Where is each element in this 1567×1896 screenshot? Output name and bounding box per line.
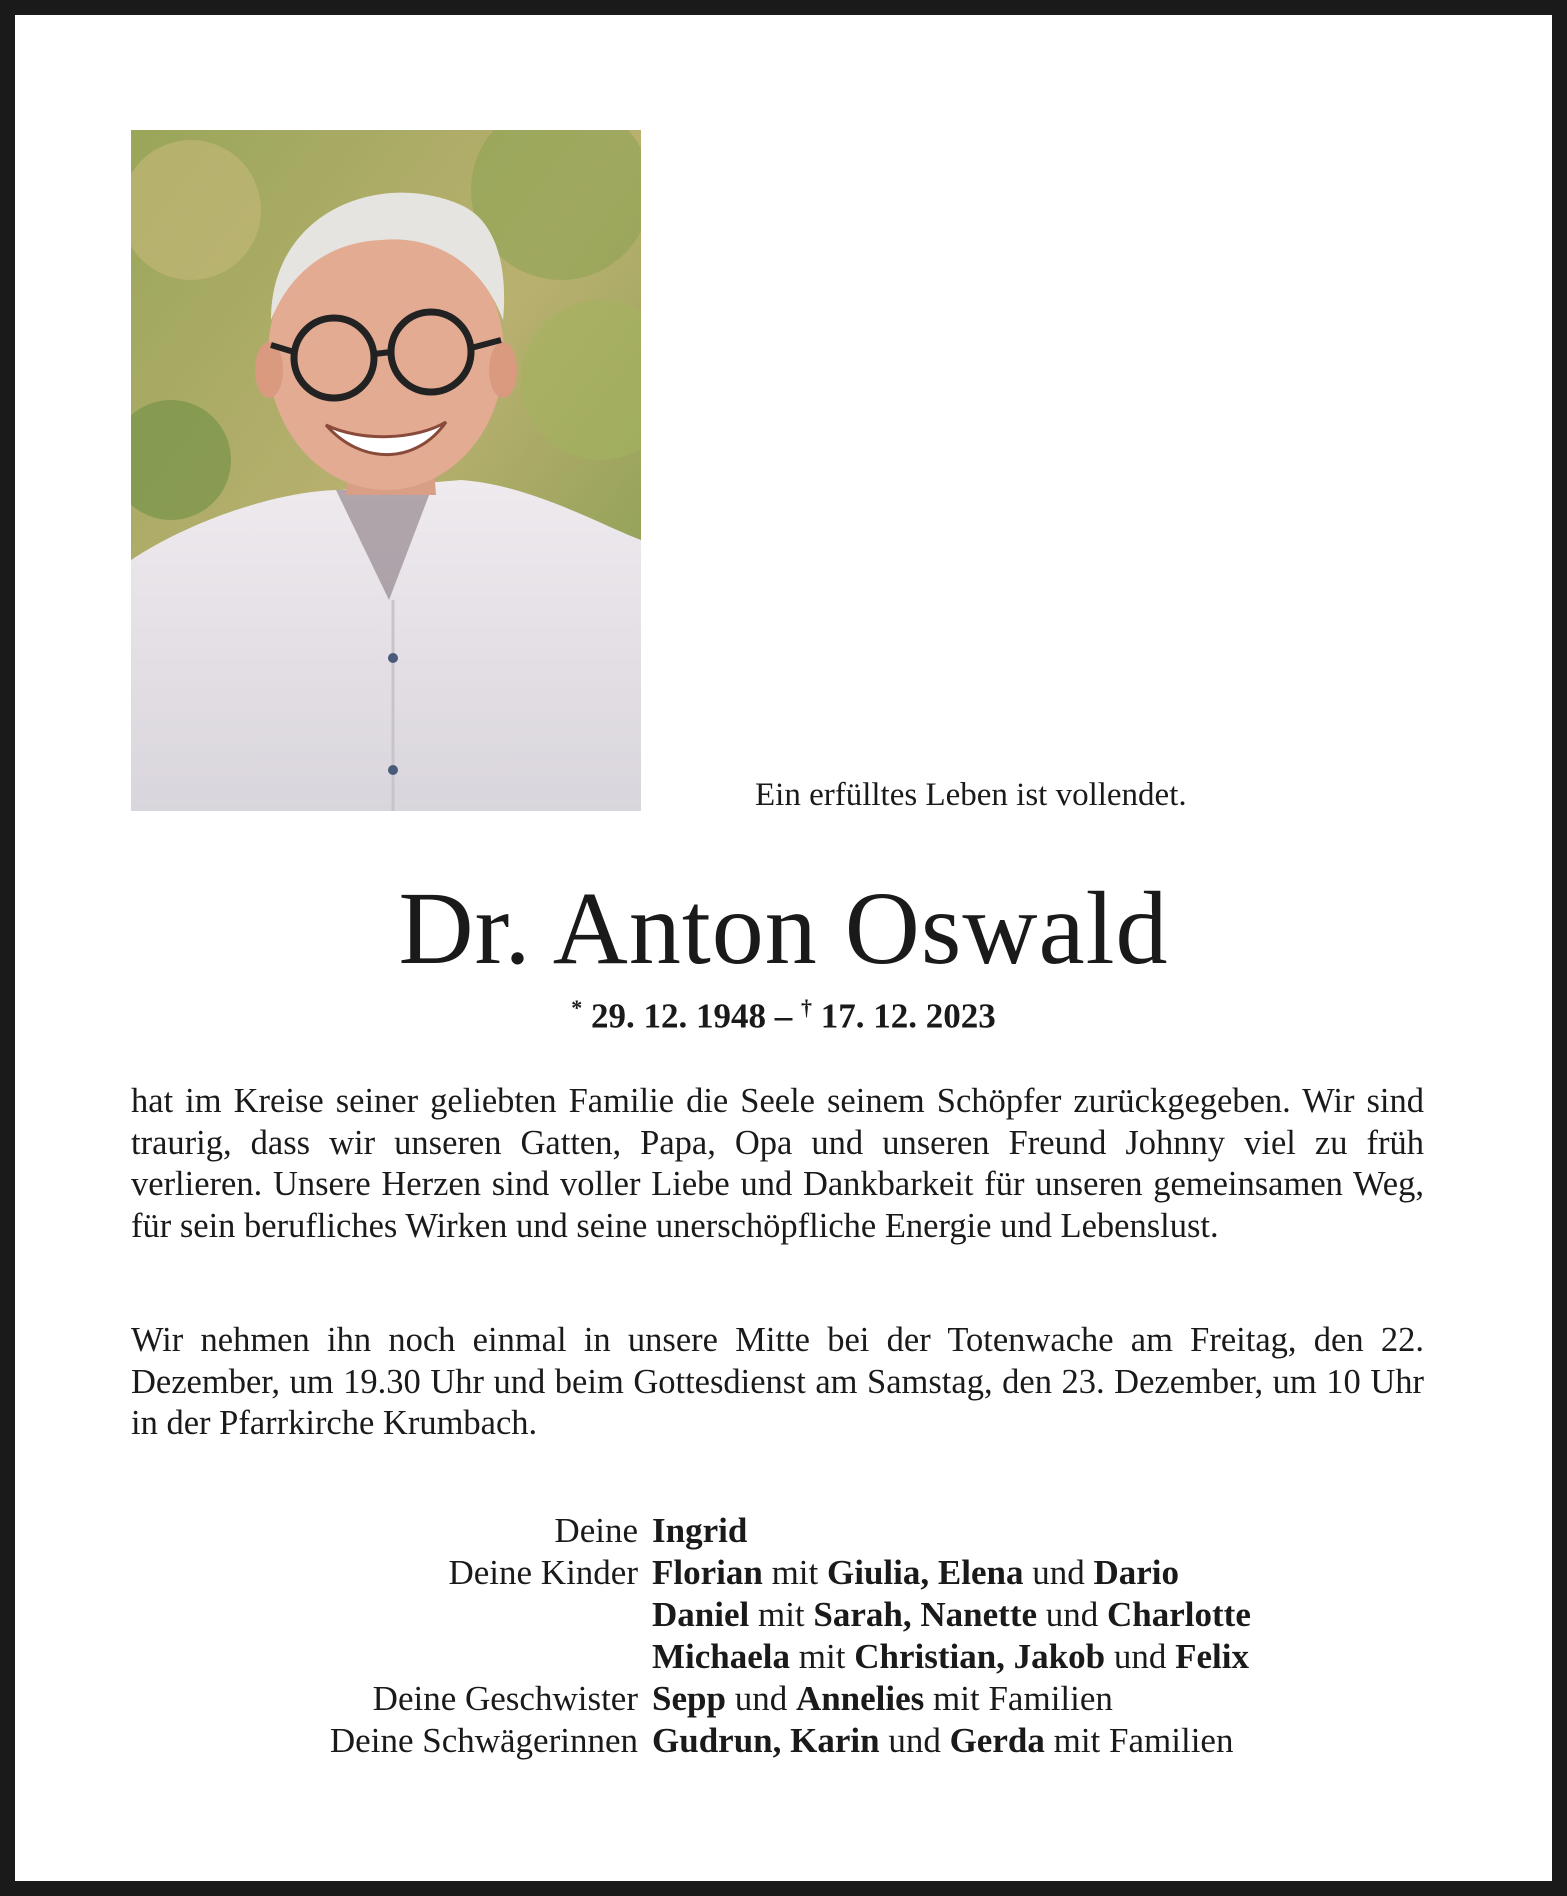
mourner-row xyxy=(15,1510,1552,1552)
mourner-connector: und xyxy=(879,1721,950,1760)
mourner-names xyxy=(652,1720,1233,1762)
obituary-page xyxy=(15,15,1552,1881)
mourner-name: Felix xyxy=(1175,1637,1249,1676)
mourner-connector: und xyxy=(725,1679,796,1718)
mourner-name: Gudrun, Karin xyxy=(652,1721,880,1760)
mourner-label: Deine Geschwister xyxy=(372,1679,638,1718)
mourner-row xyxy=(15,1552,1552,1594)
mourner-connector: mit xyxy=(790,1637,855,1676)
mourner-connector: mit xyxy=(762,1553,828,1592)
mourner-connector: mit Familien xyxy=(1044,1721,1234,1760)
mourner-row xyxy=(15,1594,1552,1636)
mourner-row xyxy=(15,1678,1552,1720)
birth-symbol: * xyxy=(571,995,583,1020)
announcement-paragraph: hat im Kreise seiner geliebten Familie die Seele seinem Schöpfer zurückgegeben. Wir sind traurig, dass wir unseren Gatten, Papa, Opa und unseren Freund Johnny viel zu früh verlieren. Unsere Herzen sind voller Liebe und Dankbarkeit für unseren gemeinsamen Weg, für sein berufliches Wirken und seine unerschöpfliche Energie und Lebenslust. xyxy=(131,1082,1424,1245)
mourner-label: Deine xyxy=(554,1511,638,1550)
mourner-name: Michaela xyxy=(652,1637,791,1676)
mourner-name: Daniel xyxy=(652,1595,750,1634)
mourner-connector: mit Familien xyxy=(924,1679,1113,1718)
mourner-names xyxy=(652,1636,1249,1678)
death-symbol: † xyxy=(801,995,812,1020)
mourner-names xyxy=(652,1510,747,1552)
mourner-name: Florian xyxy=(652,1553,763,1592)
motto-text: Ein erfülltes Leben ist vollendet. xyxy=(755,777,1187,813)
mourner-connector: und xyxy=(1105,1637,1176,1676)
mourner-name: Dario xyxy=(1093,1553,1179,1592)
mourner-names xyxy=(652,1678,1113,1720)
mourner-name: Christian, Jakob xyxy=(854,1637,1106,1676)
mourner-row xyxy=(15,1636,1552,1678)
deceased-name: Dr. Anton Oswald xyxy=(398,871,1169,986)
mourner-names xyxy=(652,1594,1251,1636)
mourner-name: Charlotte xyxy=(1107,1595,1251,1634)
mourner-connector: und xyxy=(1037,1595,1108,1634)
mourner-row xyxy=(15,1720,1552,1762)
portrait-illustration xyxy=(131,130,641,811)
service-info-paragraph: Wir nehmen ihn noch einmal in unsere Mitte bei der Totenwache am Freitag, den 22. Dezember, um 19.30 Uhr und beim Gottesdienst am Samstag, den 23. Dezember, um 10 Uhr in der Pfarrkirche Krumbach. xyxy=(131,1321,1424,1442)
mourner-label xyxy=(15,1636,652,1678)
birth-date: 29. 12. 1948 xyxy=(591,996,766,1036)
date-separator: – xyxy=(766,996,801,1036)
mourners-list xyxy=(15,1510,1552,1762)
mourner-connector: und xyxy=(1023,1553,1094,1592)
mourner-label xyxy=(15,1594,652,1636)
mourner-name: Sarah, Nanette xyxy=(813,1595,1038,1634)
mourner-connector: mit xyxy=(749,1595,814,1634)
mourner-names xyxy=(652,1552,1179,1594)
mourner-name: Giulia, Elena xyxy=(827,1553,1024,1592)
death-date: 17. 12. 2023 xyxy=(820,996,996,1036)
mourner-name: Annelies xyxy=(795,1679,925,1718)
mourner-label: Deine Schwägerinnen xyxy=(329,1721,638,1760)
mourner-name: Sepp xyxy=(652,1679,726,1718)
mourner-label: Deine Kinder xyxy=(448,1553,638,1592)
mourner-name: Ingrid xyxy=(652,1511,748,1550)
life-dates xyxy=(15,995,1552,1037)
mourner-name: Gerda xyxy=(949,1721,1045,1760)
portrait-photo xyxy=(131,130,641,811)
